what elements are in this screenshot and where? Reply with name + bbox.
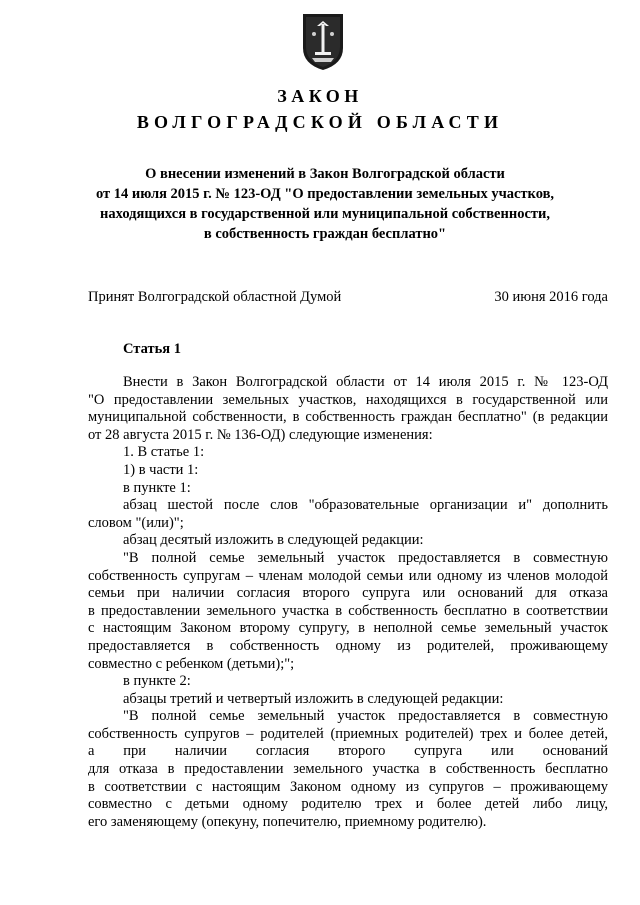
- body-line: собственность супругам – членам молодой семьи или одному из членов молодой: [88, 567, 608, 584]
- adopted-by: Принят Волгоградской областной Думой: [88, 289, 342, 305]
- law-title: ЗАКОН: [277, 86, 363, 106]
- law-region-title: ВОЛГОГРАДСКОЙ ОБЛАСТИ: [136, 112, 504, 132]
- body-line: муниципальной собственности, в собственность граждан бесплатно" (в редакции: [88, 409, 608, 426]
- subject-line: в собственность граждан бесплатно": [203, 226, 447, 242]
- body-line: предоставляется в собственность одному из родителей, проживающему: [88, 637, 608, 654]
- article-body: [88, 374, 608, 831]
- body-line: совместно с ребенком (детьми);";: [88, 655, 295, 672]
- body-line: абзац десятый изложить в следующей редакции:: [123, 532, 424, 549]
- body-line: в предоставлении земельного участка в собственность бесплатно в соответствии: [88, 602, 608, 619]
- adoption-date: 30 июня 2016 года: [494, 289, 608, 305]
- body-line: в пункте 2:: [123, 673, 191, 690]
- article-heading: Статья 1: [123, 341, 181, 357]
- body-line: совместно с детьми одному родителю трех и более детей либо лицу,: [88, 796, 608, 813]
- body-line: 1. В статье 1:: [123, 444, 205, 461]
- subject-line: от 14 июля 2015 г. № 123-ОД "О предоставлении земельных участков,: [95, 186, 555, 202]
- volgograd-coat-of-arms-icon: [300, 12, 346, 72]
- body-line: "В полной семье земельный участок предоставляется в совместную: [123, 708, 608, 725]
- body-line: семьи при наличии согласия второго супруга или оснований для отказа: [88, 585, 608, 602]
- body-line: "О предоставлении земельных участков, находящихся в государственной или: [88, 391, 608, 408]
- body-line: словом "(или)";: [88, 514, 184, 531]
- body-line: в пункте 1:: [123, 479, 191, 496]
- body-line: 1) в части 1:: [123, 461, 199, 478]
- body-line: для отказа в предоставлении земельного участка в собственность бесплатно: [88, 761, 608, 778]
- subject-line: находящихся в государственной или муниципальной собственности,: [100, 206, 550, 222]
- body-line: его заменяющему (опекуну, попечителю, приемному родителю).: [88, 813, 487, 830]
- body-line: Внести в Закон Волгоградской области от 14 июля 2015 г. № 123-ОД: [123, 374, 608, 390]
- law-subject: [60, 164, 590, 244]
- subject-line: О внесении изменений в Закон Волгоградской области: [145, 166, 505, 182]
- body-line: а при наличии согласия второго супруга или оснований: [88, 743, 608, 760]
- body-line: в соответствии с настоящим Законом одному из супругов – проживающему: [88, 778, 608, 795]
- body-line: абзац шестой после слов "образовательные организации и" дополнить: [123, 497, 608, 514]
- body-line: от 28 августа 2015 г. № 136-ОД) следующие изменения:: [88, 426, 433, 443]
- body-line: "В полной семье земельный участок предоставляется в совместную: [123, 549, 608, 566]
- body-line: абзацы третий и четвертый изложить в следующей редакции:: [123, 690, 504, 707]
- body-line: с настоящим Законом второму супругу, в неполной семье земельный участок: [88, 620, 608, 637]
- body-line: собственность супругов – родителей (приемных родителей) трех и более детей,: [88, 725, 608, 742]
